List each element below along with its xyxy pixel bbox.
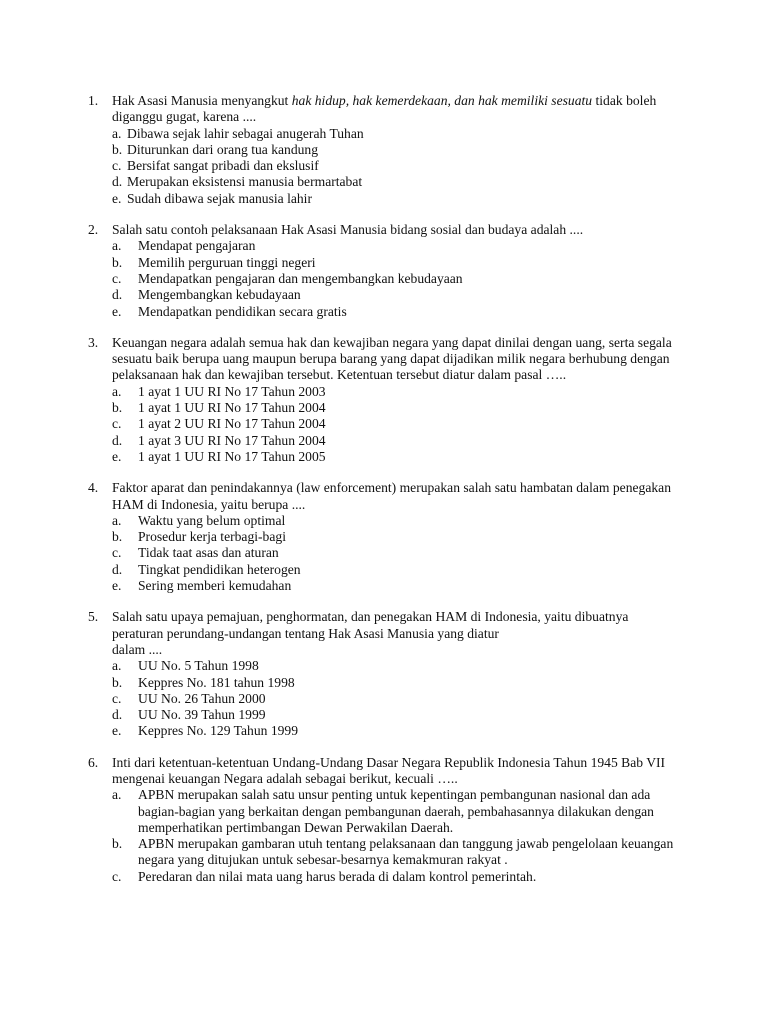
option-letter: b. (112, 674, 123, 690)
question-body (112, 755, 688, 885)
option-letter: c. (112, 416, 122, 432)
option-letter: c. (112, 545, 122, 561)
question-body (112, 609, 688, 739)
stem-line: peraturan perundang-undangan tentang Hak Asasi Manusia yang diatur (112, 625, 499, 641)
option-letter: b. (112, 400, 123, 416)
option-text: Dibawa sejak lahir sebagai anugerah Tuhan (127, 125, 364, 141)
option-letter: d. (112, 707, 123, 723)
option-e (112, 723, 688, 739)
option-b (112, 255, 688, 271)
option-text: 1 ayat 2 UU RI No 17 Tahun 2004 (138, 416, 326, 432)
option-c (112, 271, 688, 287)
option-letter: d. (112, 287, 123, 303)
option-letter: d. (112, 174, 123, 190)
option-b (112, 142, 688, 158)
option-list (112, 513, 688, 594)
option-letter: b. (112, 529, 123, 545)
option-list (112, 787, 688, 885)
option-text: Sudah dibawa sejak manusia lahir (127, 190, 312, 206)
question-number: 4. (88, 480, 99, 496)
question-body (112, 93, 688, 207)
question-stem: Faktor aparat dan penindakannya (law enforcement) merupakan salah satu hambatan dalam penegakan HAM di Indonesia, yaitu berupa .... (112, 480, 671, 512)
option-c (112, 158, 688, 174)
option-d (112, 174, 688, 190)
option-c (112, 691, 688, 707)
stem-line: Salah satu upaya pemajuan, penghormatan, dan penegakan HAM di Indonesia, yaitu dibuatnya (112, 609, 629, 625)
option-text: UU No. 5 Tahun 1998 (138, 658, 259, 674)
option-letter: a. (112, 238, 122, 254)
question-body (112, 335, 688, 465)
option-a (112, 513, 688, 529)
option-text: Merupakan eksistensi manusia bermartabat (127, 174, 363, 190)
option-d (112, 707, 688, 723)
option-text: Mengembangkan kebudayaan (138, 287, 301, 303)
option-letter: e. (112, 448, 122, 464)
question-body (112, 222, 688, 320)
option-a (112, 238, 688, 254)
stem-text: tidak boleh diganggu gugat, karena .... (112, 93, 657, 125)
option-letter: a. (112, 512, 122, 528)
option-text: Keppres No. 129 Tahun 1999 (138, 723, 299, 739)
question-2 (88, 222, 688, 320)
option-letter: e. (112, 723, 122, 739)
option-text: 1 ayat 1 UU RI No 17 Tahun 2005 (138, 448, 326, 464)
option-letter: c. (112, 158, 122, 174)
option-letter: b. (112, 141, 123, 157)
question-stem: Keuangan negara adalah semua hak dan kewajiban negara yang dapat dinilai dengan uang, serta segala sesuatu baik berupa uang maupun berupa barang yang dapat dijadikan milik negara berhubung dengan pelaksanaan hak dan kewajiban tersebut. Ketentuan tersebut diatur dalam pasal ….. (112, 334, 672, 383)
question-list (88, 93, 688, 900)
option-text: Mendapatkan pendidikan secara gratis (138, 303, 347, 319)
option-a (112, 658, 688, 674)
option-text: 1 ayat 3 UU RI No 17 Tahun 2004 (138, 432, 326, 448)
question-number: 2. (88, 222, 99, 238)
question-6 (88, 755, 688, 885)
question-number: 5. (88, 609, 99, 625)
option-list (112, 658, 688, 739)
option-letter: e. (112, 190, 122, 206)
option-a (112, 787, 688, 836)
option-b (112, 675, 688, 691)
option-text: Mendapat pengajaran (138, 238, 256, 254)
stem-italic-text: hak hidup, hak kemerdekaan, dan hak memiliki sesuatu (291, 93, 593, 108)
option-letter: e. (112, 303, 122, 319)
question-stem: Salah satu contoh pelaksanaan Hak Asasi Manusia bidang sosial dan budaya adalah .... (112, 222, 584, 238)
option-letter: c. (112, 690, 122, 706)
option-a (112, 384, 688, 400)
option-text: Diturunkan dari orang tua kandung (127, 141, 319, 157)
option-letter: c. (112, 270, 122, 286)
stem-line: dalam .... (112, 641, 163, 657)
option-letter: d. (112, 561, 123, 577)
option-text: 1 ayat 1 UU RI No 17 Tahun 2003 (138, 383, 326, 399)
option-text: Bersifat sangat pribadi dan ekslusif (127, 158, 319, 174)
option-e (112, 191, 688, 207)
question-stem: Inti dari ketentuan-ketentuan Undang-Undang Dasar Negara Republik Indonesia Tahun 1945 Bab VII mengenai keuangan Negara adalah sebagai berikut, kecuali ….. (112, 754, 666, 786)
option-a (112, 126, 688, 142)
option-e (112, 304, 688, 320)
option-text: Memilih perguruan tinggi negeri (138, 254, 316, 270)
option-d (112, 562, 688, 578)
option-text: Sering memberi kemudahan (138, 578, 292, 594)
option-list (112, 384, 688, 465)
option-text: APBN merupakan gambaran utuh tentang pelaksanaan dan tanggung jawab pengelolaan keuangan negara yang ditujukan untuk sebesar-besarnya kemakmuran rakyat . (138, 836, 674, 868)
option-d (112, 287, 688, 303)
question-1 (88, 93, 688, 207)
option-d (112, 433, 688, 449)
option-b (112, 529, 688, 545)
option-letter: b. (112, 254, 123, 270)
option-e (112, 578, 688, 594)
question-4 (88, 480, 688, 594)
option-b (112, 400, 688, 416)
option-list (112, 126, 688, 207)
option-letter: c. (112, 868, 122, 884)
option-text: UU No. 39 Tahun 1999 (138, 707, 266, 723)
question-5 (88, 609, 688, 739)
option-b (112, 836, 688, 869)
option-text: Tidak taat asas dan aturan (138, 545, 279, 561)
option-letter: d. (112, 432, 123, 448)
option-text: Tingkat pendidikan heterogen (138, 561, 301, 577)
option-e (112, 449, 688, 465)
question-body (112, 480, 688, 594)
option-text: Waktu yang belum optimal (138, 512, 286, 528)
option-text: UU No. 26 Tahun 2000 (138, 690, 266, 706)
option-text: Keppres No. 181 tahun 1998 (138, 674, 295, 690)
option-letter: a. (112, 383, 122, 399)
option-letter: b. (112, 836, 123, 852)
option-list (112, 238, 688, 319)
question-stem (112, 93, 688, 126)
option-letter: e. (112, 578, 122, 594)
option-c (112, 545, 688, 561)
option-c (112, 416, 688, 432)
option-text: Peredaran dan nilai mata uang harus berada di dalam kontrol pemerintah. (138, 868, 537, 884)
option-letter: a. (112, 125, 122, 141)
option-text: Mendapatkan pengajaran dan mengembangkan kebudayaan (138, 270, 463, 286)
question-3 (88, 335, 688, 465)
question-number: 1. (88, 93, 99, 108)
option-c (112, 869, 688, 885)
question-stem (112, 609, 688, 658)
option-text: Prosedur kerja terbagi-bagi (138, 529, 286, 545)
stem-text: Hak Asasi Manusia menyangkut (112, 93, 292, 108)
option-text: APBN merupakan salah satu unsur penting untuk kepentingan pembangunan nasional dan ada bagian-bagian yang berkaitan dengan pembangunan daerah, pembahasannya dilakukan dengan memperhatikan pertimbangan Dewan Perwakilan Daerah. (138, 787, 654, 835)
option-letter: a. (112, 658, 122, 674)
option-text: 1 ayat 1 UU RI No 17 Tahun 2004 (138, 400, 326, 416)
question-number: 6. (88, 754, 99, 770)
option-letter: a. (112, 787, 122, 803)
question-number: 3. (88, 334, 99, 350)
